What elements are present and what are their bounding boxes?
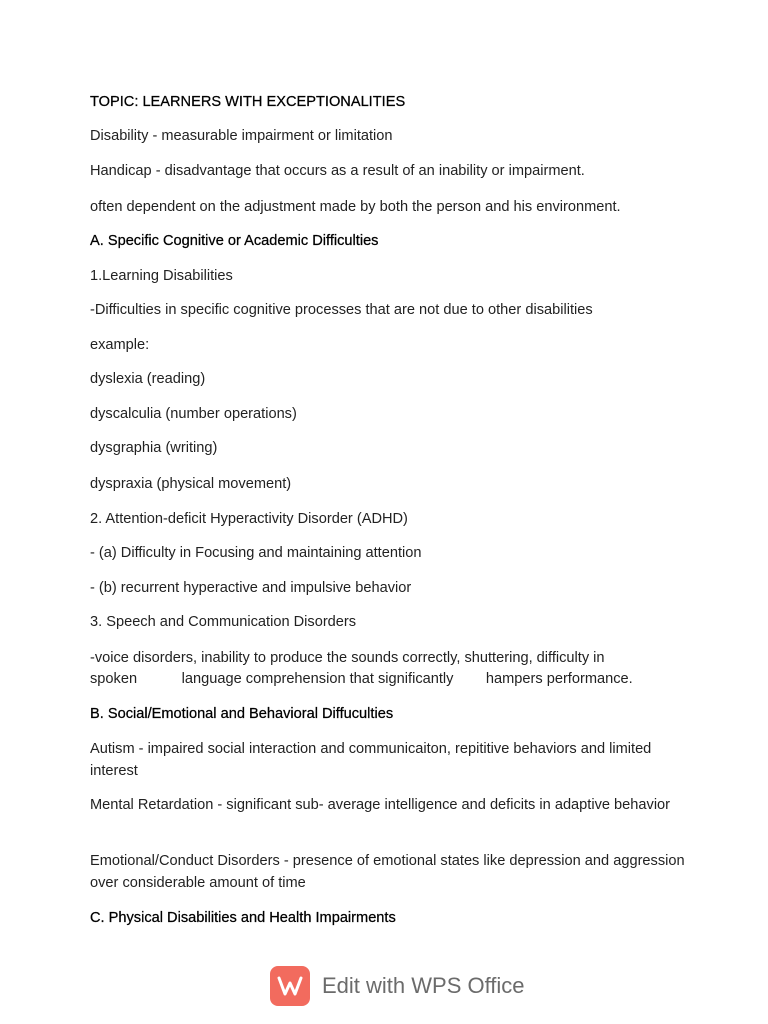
speech-disorders-description-line2: spoken language comprehension that significantly hampers performance. bbox=[90, 671, 633, 687]
wps-office-logo-icon[interactable] bbox=[270, 966, 310, 1006]
example-item-dyscalculia: dyscalculia (number operations) bbox=[90, 406, 297, 422]
adhd-title: 2. Attention-deficit Hyperactivity Disorder (ADHD) bbox=[90, 511, 408, 527]
section-a-heading: A. Specific Cognitive or Academic Difficulties bbox=[90, 233, 379, 249]
example-item-dysgraphia: dysgraphia (writing) bbox=[90, 440, 218, 456]
learning-disabilities-description: -Difficulties in specific cognitive processes that are not due to other disabilities bbox=[90, 302, 593, 318]
autism-definition: Autism - impaired social interaction and communicaiton, repititive behaviors and limited interest bbox=[90, 741, 652, 779]
section-c-heading: C. Physical Disabilities and Health Impairments bbox=[90, 910, 396, 926]
adhd-point-a: - (a) Difficulty in Focusing and maintaining attention bbox=[90, 545, 422, 561]
example-item-dyspraxia: dyspraxia (physical movement) bbox=[90, 476, 292, 492]
example-label: example: bbox=[90, 337, 150, 353]
handicap-note: often dependent on the adjustment made by both the person and his environment. bbox=[90, 199, 621, 215]
edit-with-wps-label[interactable]: Edit with WPS Office bbox=[322, 973, 525, 998]
learning-disabilities-title: 1.Learning Disabilities bbox=[90, 268, 233, 284]
section-b-heading: B. Social/Emotional and Behavioral Diffuculties bbox=[90, 706, 394, 722]
example-item-dyslexia: dyslexia (reading) bbox=[90, 371, 206, 387]
handicap-definition: Handicap - disadvantage that occurs as a result of an inability or impairment. bbox=[90, 163, 585, 179]
emotional-conduct-definition: Emotional/Conduct Disorders - presence of emotional states like depression and aggression over considerable amount of time bbox=[90, 853, 685, 891]
mental-retardation-definition: Mental Retardation - significant sub- average intelligence and deficits in adaptive behavior bbox=[90, 797, 671, 813]
adhd-point-b: - (b) recurrent hyperactive and impulsive behavior bbox=[90, 580, 412, 596]
disability-definition: Disability - measurable impairment or limitation bbox=[90, 128, 393, 144]
speech-disorders-title: 3. Speech and Communication Disorders bbox=[90, 614, 357, 630]
speech-disorders-description-line1: -voice disorders, inability to produce the sounds correctly, shuttering, difficulty in bbox=[90, 650, 605, 666]
wps-edit-banner[interactable] bbox=[270, 965, 525, 1007]
document-title: TOPIC: LEARNERS WITH EXCEPTIONALITIES bbox=[90, 94, 406, 110]
